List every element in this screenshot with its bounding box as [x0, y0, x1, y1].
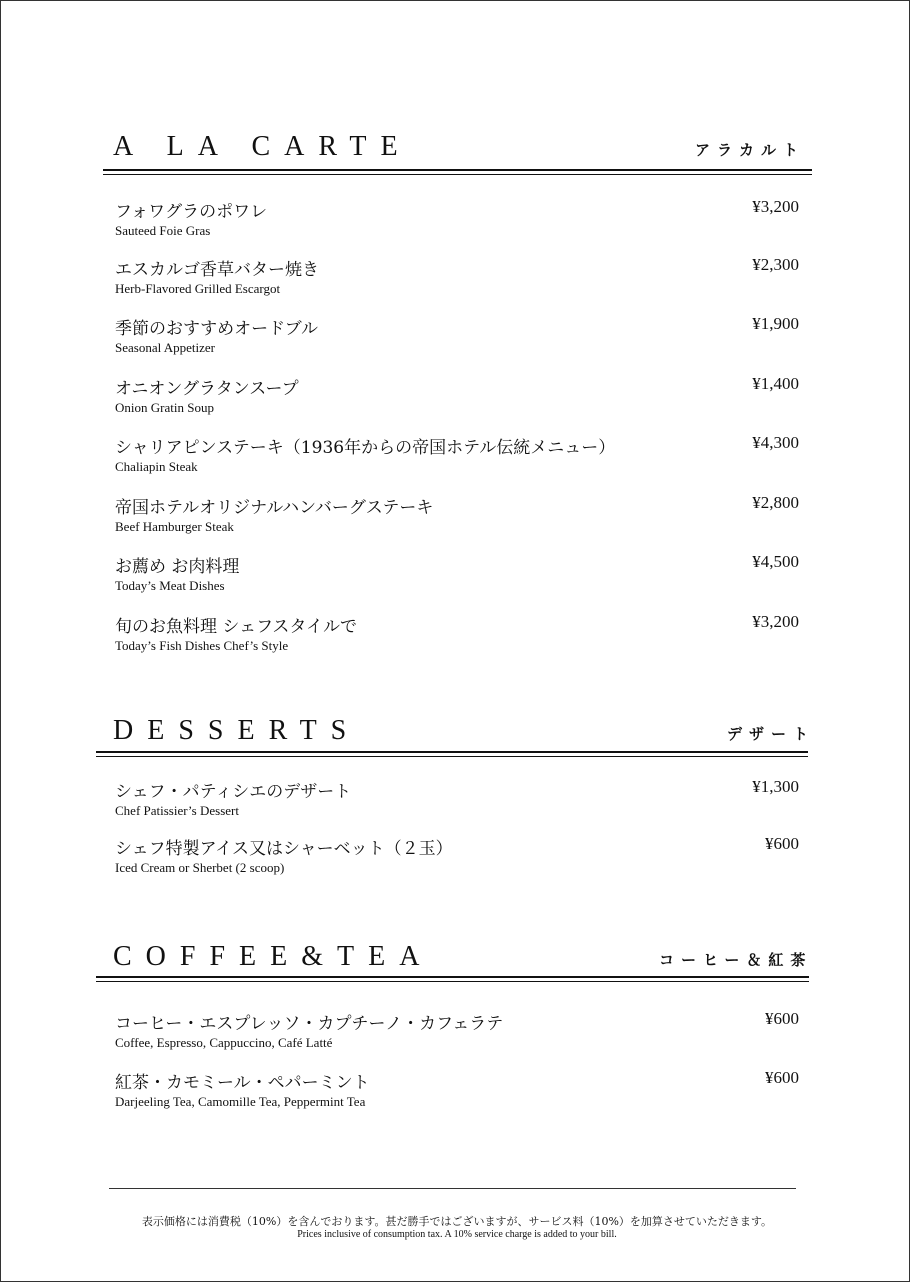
item-name-en: Today’s Meat Dishes	[115, 578, 225, 593]
section-divider	[96, 981, 809, 982]
section-title-jp: コーヒー＆紅茶	[659, 951, 813, 969]
item-price: ¥600	[765, 1068, 799, 1087]
section-divider	[96, 756, 808, 757]
item-price: ¥3,200	[752, 612, 799, 631]
section-title: A LA CARTE	[113, 131, 412, 162]
section-divider	[103, 169, 812, 171]
section-title: DESSERTS	[113, 715, 361, 746]
item-name-jp: 紅茶・カモミール・ペパーミント	[115, 1073, 370, 1093]
item-name-en: Today’s Fish Dishes Chef’s Style	[115, 638, 289, 653]
item-price: ¥1,900	[752, 314, 799, 333]
section-divider	[103, 174, 812, 175]
item-price: ¥600	[765, 834, 799, 853]
item-name-en: Seasonal Appetizer	[115, 340, 215, 355]
footer-note-en: Prices inclusive of consumption tax. A 10% service charge is added to your bill.	[297, 1229, 617, 1240]
footer-note-jp: 表示価格には消費税（10%）を含んでおります。甚だ勝手ではございますが、サービス料（10%）を加算させていただきます。	[141, 1215, 773, 1228]
item-name-jp: エスカルゴ香草バター焼き	[115, 260, 319, 280]
item-name-jp: お薦め お肉料理	[115, 557, 240, 577]
item-name-en: Beef Hamburger Steak	[115, 519, 234, 534]
item-name-en: Onion Gratin Soup	[115, 400, 214, 415]
item-price: ¥3,200	[752, 197, 799, 216]
item-price: ¥1,400	[752, 374, 799, 393]
item-price: ¥600	[765, 1009, 799, 1028]
item-price: ¥2,300	[752, 255, 799, 274]
item-name-en: Sauteed Foie Gras	[115, 223, 211, 238]
item-name-jp: 季節のおすすめオードブル	[115, 319, 318, 339]
section-title-jp: デザート	[727, 725, 816, 743]
item-price: ¥1,300	[752, 777, 799, 796]
item-name-en: Chef Patissier’s Dessert	[115, 803, 239, 818]
item-name-jp: シェフ・パティシエのデザート	[115, 782, 352, 802]
item-price: ¥2,800	[752, 493, 799, 512]
item-name-en: Iced Cream or Sherbet (2 scoop)	[115, 860, 285, 875]
item-name-jp: シェフ特製アイス又はシャーベット（２玉）	[115, 839, 453, 859]
item-name-en: Coffee, Espresso, Cappuccino, Café Latté	[115, 1035, 333, 1050]
section-divider	[96, 976, 809, 978]
item-name-en: Herb-Flavored Grilled Escargot	[115, 281, 281, 296]
footer-divider	[109, 1188, 796, 1189]
item-name-jp: フォワグラのポワレ	[115, 202, 268, 222]
item-name-jp: 旬のお魚料理 シェフスタイルで	[115, 617, 358, 637]
section-divider	[96, 751, 808, 753]
item-name-jp: シャリアピンステーキ（1936年からの帝国ホテル伝統メニュー）	[115, 438, 616, 458]
item-name-jp: オニオングラタンスープ	[115, 379, 299, 399]
item-price: ¥4,500	[752, 552, 799, 571]
section-title: COFFEE&TEA	[113, 941, 434, 972]
item-name-jp: コーヒー・エスプレッソ・カプチーノ・カフェラテ	[115, 1014, 504, 1034]
item-price: ¥4,300	[752, 433, 799, 452]
item-name-jp: 帝国ホテルオリジナルハンバーグステーキ	[115, 498, 434, 518]
section-title-jp: アラカルト	[695, 141, 806, 159]
item-name-en: Chaliapin Steak	[115, 459, 198, 474]
item-name-en: Darjeeling Tea, Camomille Tea, Peppermint Tea	[115, 1094, 366, 1109]
